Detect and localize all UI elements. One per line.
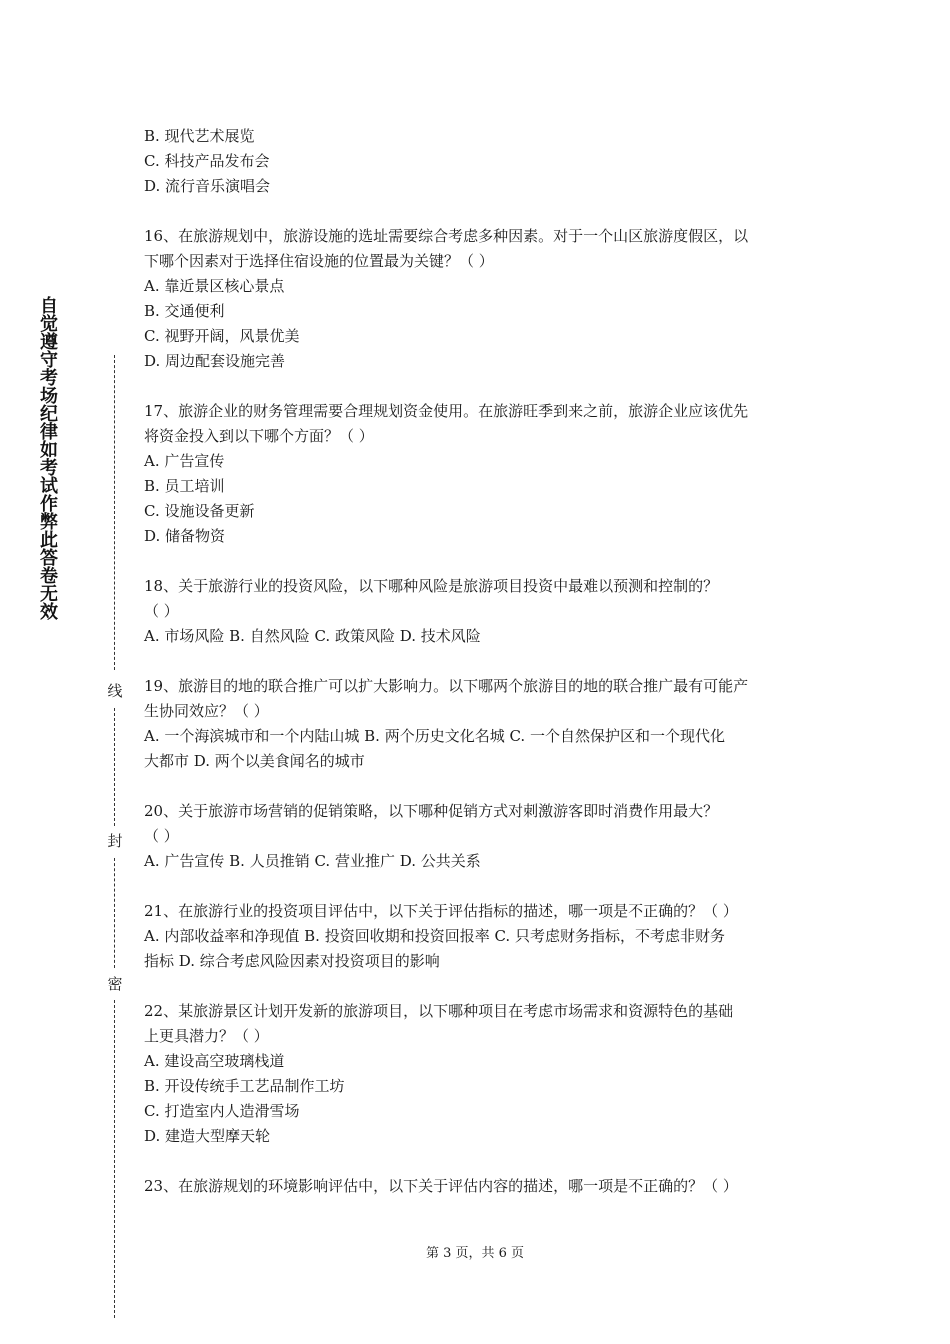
option-a: A. 靠近景区核心景点: [144, 277, 285, 295]
binding-dashed-line: [114, 708, 115, 826]
question-19-stem: 生协同效应？（ ）: [144, 702, 269, 720]
binding-dashed-line: [114, 858, 115, 968]
option-c: C. 视野开阔，风景优美: [144, 327, 300, 345]
question-18-stem: 18、关于旅游行业的投资风险，以下哪种风险是旅游项目投资中最难以预测和控制的？: [144, 577, 719, 595]
question-17-stem: 将资金投入到以下哪个方面？（ ）: [144, 427, 374, 445]
option-c: C. 打造室内人造滑雪场: [144, 1102, 300, 1120]
binding-label-xian: 线: [105, 682, 125, 700]
binding-label-mi: 密: [105, 975, 125, 993]
option-c: C. 科技产品发布会: [144, 152, 270, 170]
question-16-stem: 16、在旅游规划中，旅游设施的选址需要综合考虑多种因素。对于一个山区旅游度假区，以: [144, 227, 749, 245]
question-23-stem: 23、在旅游规划的环境影响评估中，以下关于评估内容的描述，哪一项是不正确的？（ ）: [144, 1177, 738, 1195]
question-20-stem: （ ）: [144, 827, 179, 845]
option-b: B. 现代艺术展览: [144, 127, 255, 145]
binding-label-feng: 封: [105, 832, 125, 850]
question-21-options: 指标 D. 综合考虑风险因素对投资项目的影响: [144, 952, 440, 970]
question-17-stem: 17、旅游企业的财务管理需要合理规划资金使用。在旅游旺季到来之前，旅游企业应该优先: [144, 402, 749, 420]
option-d: D. 流行音乐演唱会: [144, 177, 271, 195]
option-a: A. 建设高空玻璃栈道: [144, 1052, 285, 1070]
question-18-options: A. 市场风险 B. 自然风险 C. 政策风险 D. 技术风险: [144, 627, 481, 645]
binding-dashed-line: [114, 355, 115, 670]
exam-rules-notice: 自觉遵守考场纪律如考试作弊此答卷无效: [37, 296, 58, 620]
option-a: A. 广告宣传: [144, 452, 225, 470]
option-d: D. 储备物资: [144, 527, 226, 545]
binding-dashed-line: [114, 1000, 115, 1318]
option-c: C. 设施设备更新: [144, 502, 255, 520]
option-b: B. 开设传统手工艺品制作工坊: [144, 1077, 345, 1095]
question-18-stem: （ ）: [144, 602, 179, 620]
question-content: [144, 124, 812, 1199]
option-d: D. 建造大型摩天轮: [144, 1127, 271, 1145]
question-20-options: A. 广告宣传 B. 人员推销 C. 营业推广 D. 公共关系: [144, 852, 481, 870]
question-22-stem: 上更具潜力？（ ）: [144, 1027, 269, 1045]
question-16-stem: 下哪个因素对于选择住宿设施的位置最为关键？（ ）: [144, 252, 494, 270]
question-19-options: 大都市 D. 两个以美食闻名的城市: [144, 752, 365, 770]
page-number-footer: 第 3 页，共 6 页: [425, 1246, 525, 1261]
question-21-options: A. 内部收益率和净现值 B. 投资回收期和投资回报率 C. 只考虑财务指标，不考虑非财务: [144, 927, 725, 945]
option-d: D. 周边配套设施完善: [144, 352, 286, 370]
question-21-stem: 21、在旅游行业的投资项目评估中，以下关于评估指标的描述，哪一项是不正确的？（ ）: [144, 902, 738, 920]
question-19-options: A. 一个海滨城市和一个内陆山城 B. 两个历史文化名城 C. 一个自然保护区和一个现代化: [144, 727, 725, 745]
question-20-stem: 20、关于旅游市场营销的促销策略，以下哪种促销方式对刺激游客即时消费作用最大？: [144, 802, 719, 820]
option-b: B. 交通便利: [144, 302, 225, 320]
question-22-stem: 22、某旅游景区计划开发新的旅游项目，以下哪种项目在考虑市场需求和资源特色的基础: [144, 1002, 734, 1020]
question-19-stem: 19、旅游目的地的联合推广可以扩大影响力。以下哪两个旅游目的地的联合推广最有可能产: [144, 677, 749, 695]
option-b: B. 员工培训: [144, 477, 225, 495]
